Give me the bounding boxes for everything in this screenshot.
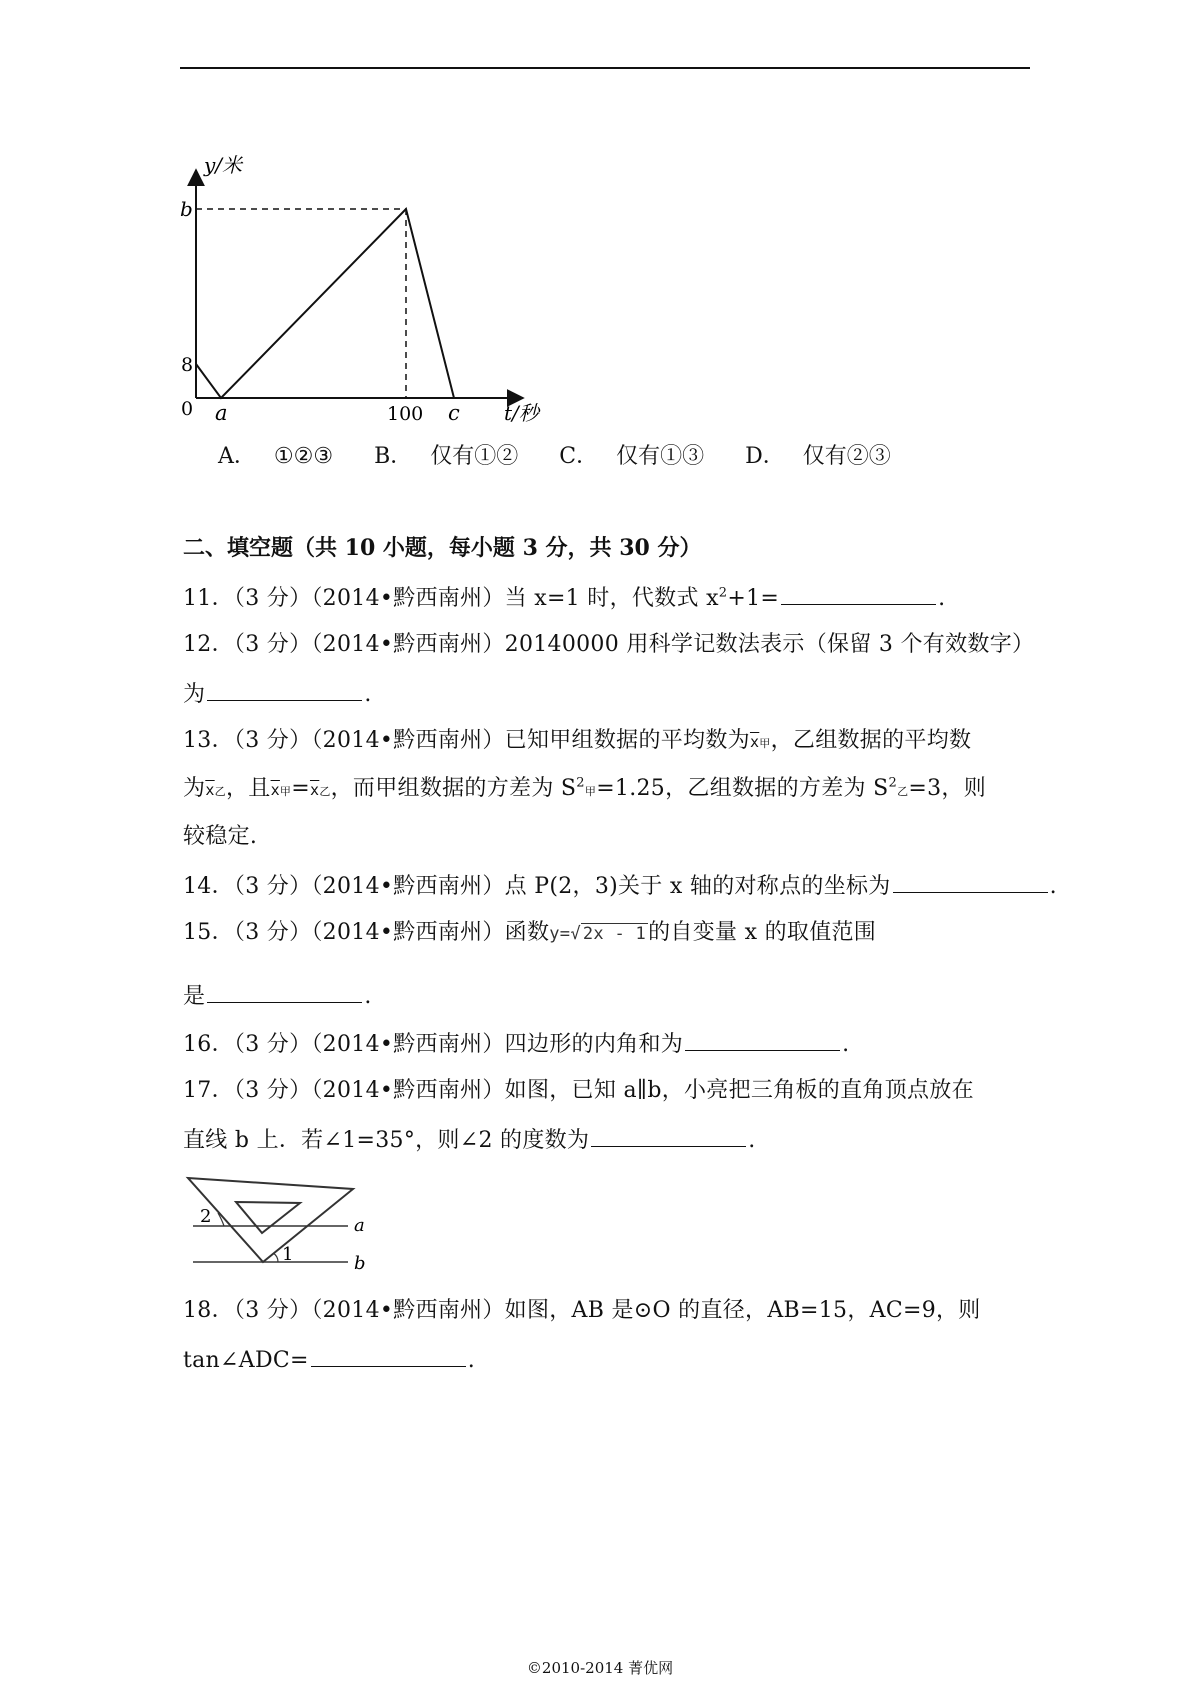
question-13-line3: 较稳定. — [183, 824, 258, 849]
question-12-line2: 为 . — [183, 678, 372, 710]
answer-blank[interactable] — [591, 1124, 746, 1147]
top-rule — [180, 67, 1030, 69]
answer-blank[interactable] — [207, 980, 362, 1003]
answer-blank[interactable] — [893, 870, 1048, 893]
option-a[interactable]: A． ①②③ — [218, 444, 334, 469]
outer-triangle — [188, 1178, 353, 1262]
graph-polyline — [196, 209, 454, 398]
tick-8: 8 — [181, 354, 194, 376]
tick-0: 0 — [181, 398, 194, 420]
question-13-line2: 为$\overline{x}$乙，且$\overline{x}$甲$=\overline{x}$乙，而甲组数据的方差为 $S^2$甲=1.25，乙组数据的方差为 $S^2$乙=3，则 — [183, 775, 987, 801]
footer-copyright: ©2010-2014 菁优网 — [526, 1659, 674, 1677]
line-b-label: b — [354, 1253, 366, 1274]
answer-blank[interactable] — [311, 1344, 466, 1367]
question-12-line1: 12．（3 分）（2014•黔西南州）20140000 用科学记数法表示（保留 3 个有效数字） — [183, 632, 1035, 657]
question-15-line1: 15．（3 分）（2014•黔西南州）函数y=√ 2x - 1的自变量 x 的取值范围 — [183, 920, 877, 945]
question-13-line1: 13．（3 分）（2014•黔西南州）已知甲组数据的平均数为$\overline{x}$甲，乙组数据的平均数 — [183, 728, 972, 753]
question-17-line1: 17．（3 分）（2014•黔西南州）如图，已知 a∥b，小亮把三角板的直角顶点放在 — [183, 1078, 974, 1103]
line-a-label: a — [354, 1215, 365, 1236]
question-17-line2: 直线 b 上．若∠1=35°，则∠2 的度数为 . — [183, 1124, 756, 1156]
question-18-line1: 18．（3 分）（2014•黔西南州）如图，AB 是⊙O 的直径，AB=15，AC=9，则 — [183, 1298, 981, 1323]
question-15-line2: 是 . — [183, 980, 372, 1012]
answer-blank[interactable] — [781, 582, 936, 605]
option-c[interactable]: C． 仅有①③ — [559, 444, 705, 469]
y-axis-label: y/米 — [204, 153, 243, 177]
question-14: 14．（3 分）（2014•黔西南州）点 P(2，3)关于 x 轴的对称点的坐标为 . — [183, 870, 1057, 902]
angle-2-label: 2 — [200, 1206, 212, 1227]
inner-triangle — [236, 1202, 300, 1233]
tick-a: a — [215, 401, 228, 425]
x-axis-label: t/秒 — [504, 401, 539, 425]
question-18-line2: tan∠ADC= . — [183, 1344, 475, 1376]
answer-options — [218, 442, 925, 472]
tick-c: c — [448, 401, 460, 425]
option-d[interactable]: D． 仅有②③ — [745, 444, 891, 469]
tick-b: b — [180, 197, 193, 221]
tick-100: 100 — [387, 403, 424, 425]
section-heading: 二、填空题（共 10 小题，每小题 3 分，共 30 分） — [183, 535, 702, 561]
triangle-ruler-figure — [178, 1168, 378, 1278]
answer-blank[interactable] — [207, 678, 362, 701]
question-11: 11．（3 分）（2014•黔西南州）当 x=1 时，代数式 $x^2+1=$ . — [183, 582, 945, 614]
angle-1-label: 1 — [282, 1244, 294, 1265]
question-16: 16．（3 分）（2014•黔西南州）四边形的内角和为 . — [183, 1028, 849, 1060]
option-b[interactable]: B． 仅有①② — [374, 444, 519, 469]
sqrt-formula: y=√ 2x - 1 — [549, 924, 647, 944]
distance-time-graph — [178, 150, 558, 430]
answer-blank[interactable] — [685, 1028, 840, 1051]
